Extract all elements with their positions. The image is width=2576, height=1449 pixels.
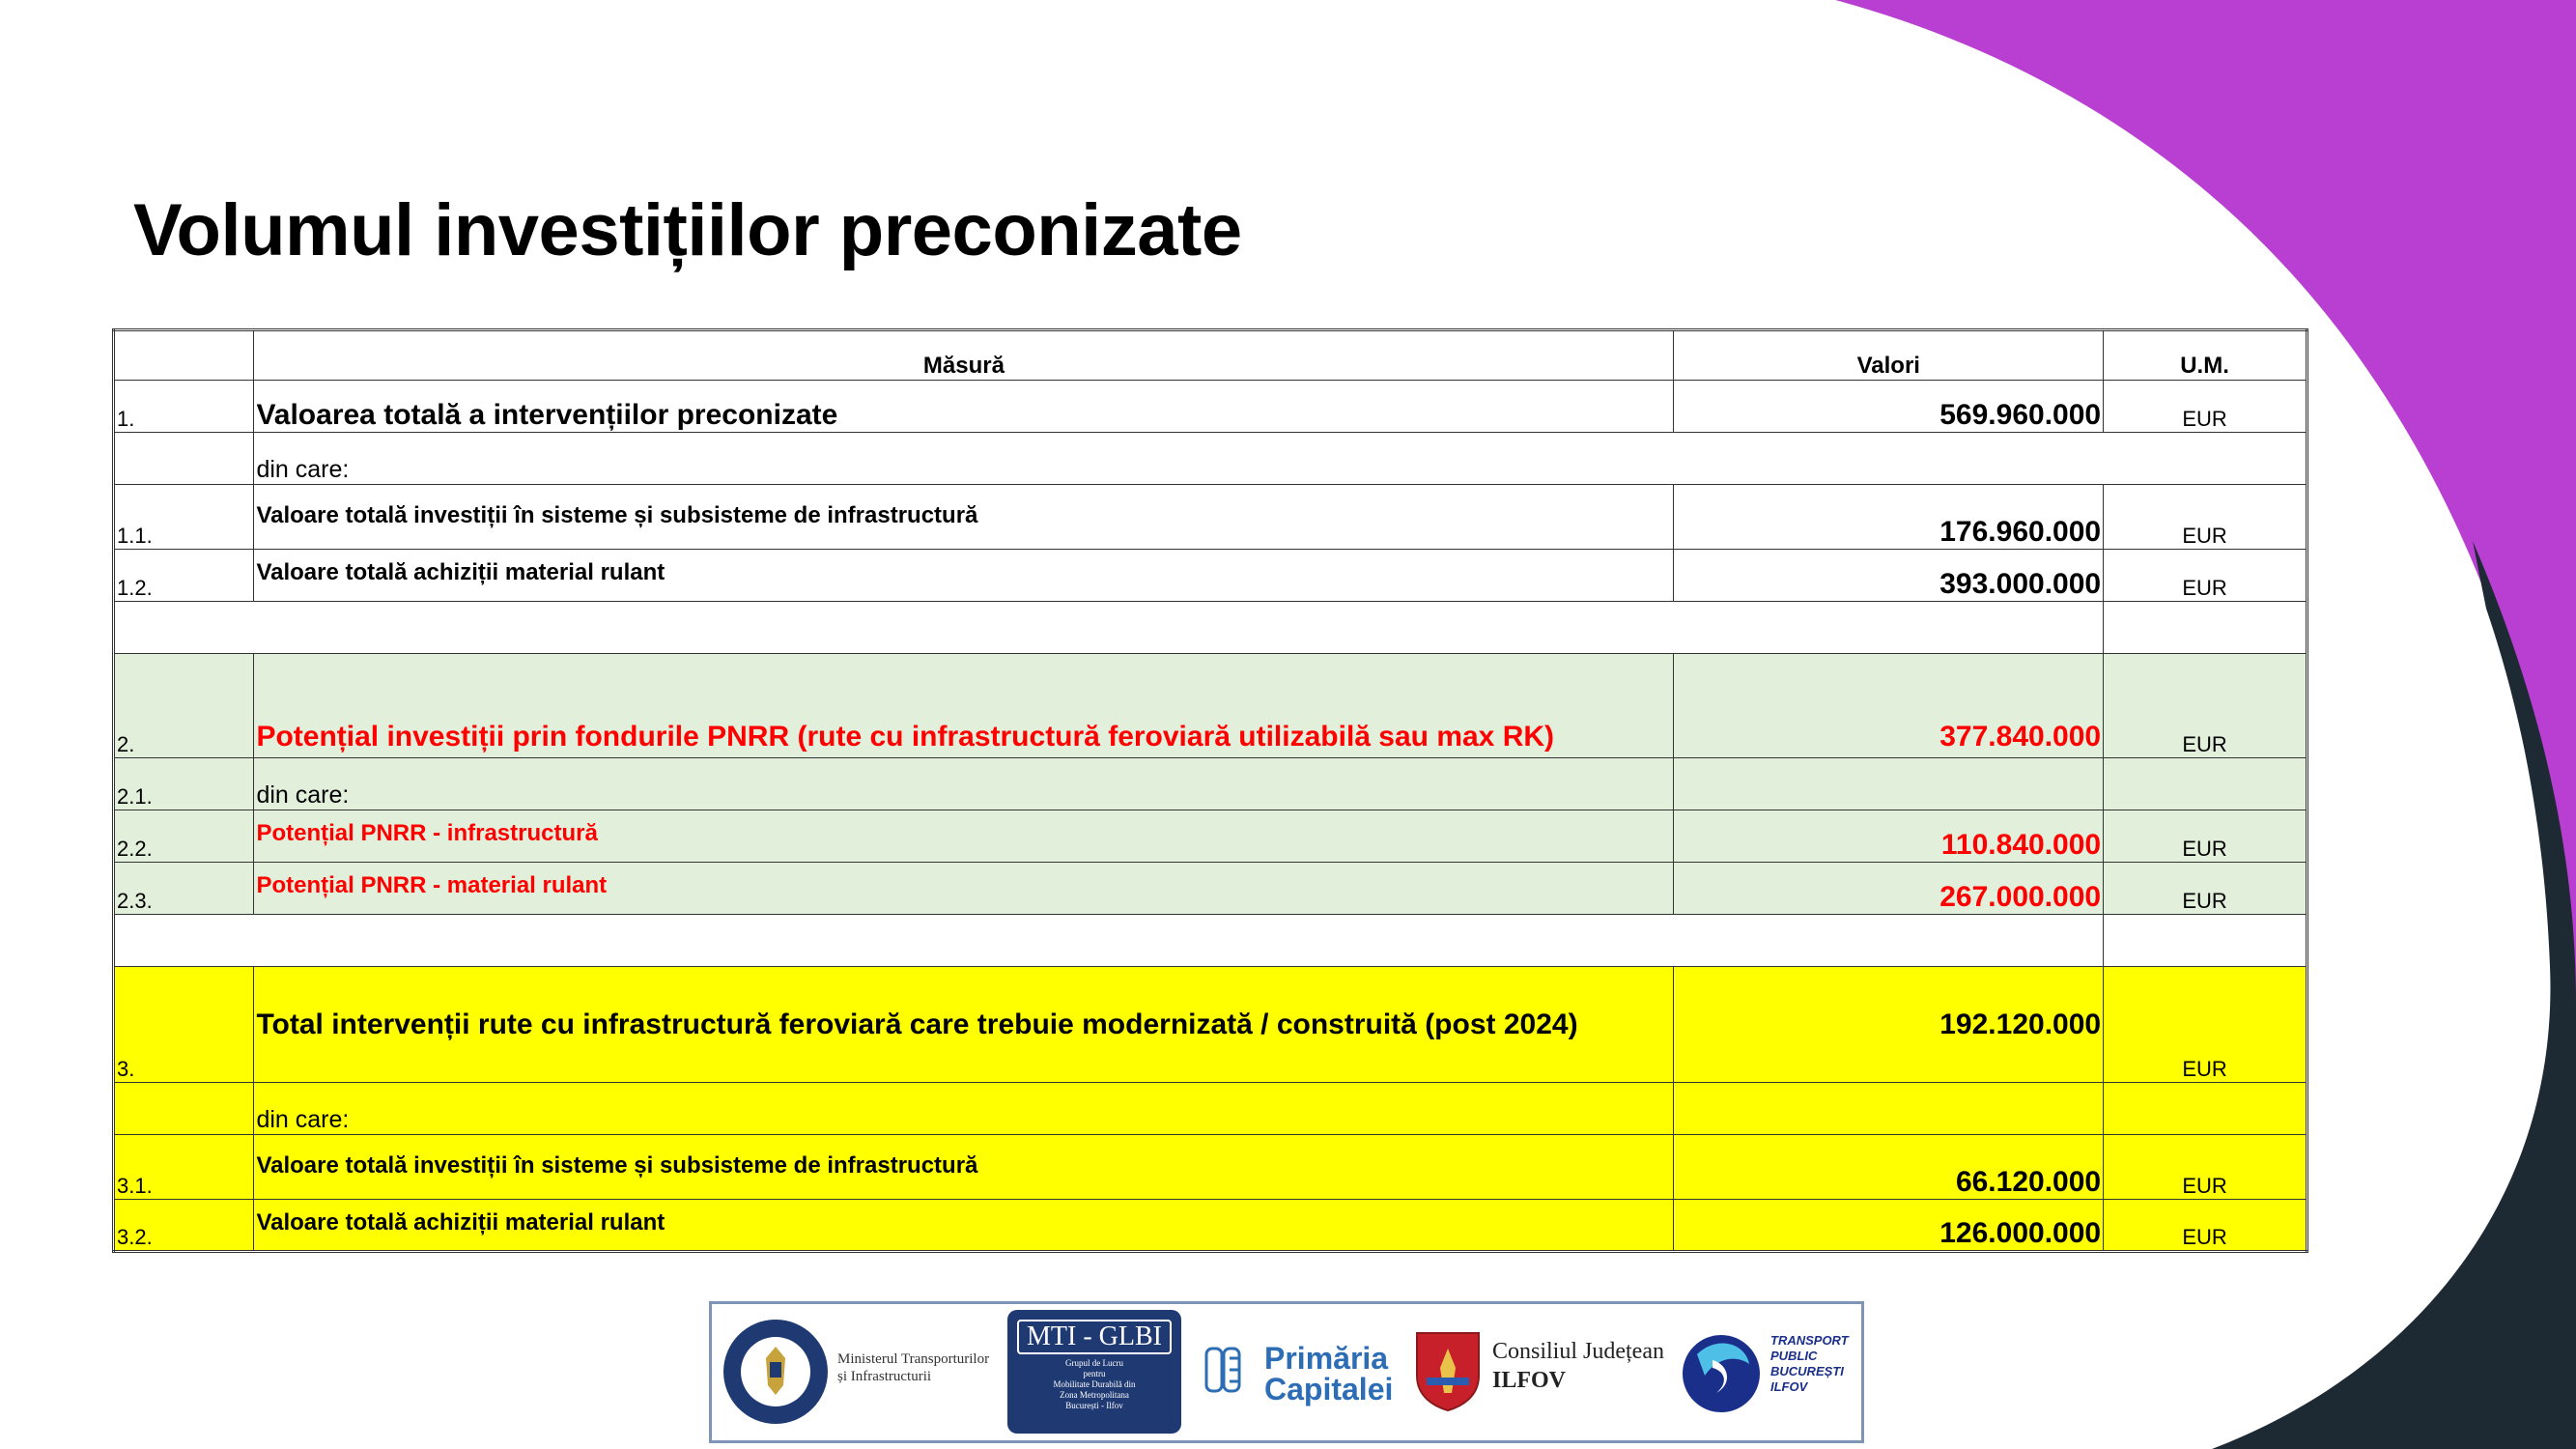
tpbi-logo-icon bbox=[1678, 1325, 1765, 1416]
row-label: din care: bbox=[254, 1083, 1674, 1135]
table-header-row bbox=[114, 330, 2307, 381]
table-spacer-row bbox=[114, 602, 2307, 654]
transport-public-name bbox=[1770, 1333, 1849, 1395]
partner-logo-bar bbox=[709, 1301, 1864, 1443]
row-num: 2.3. bbox=[114, 863, 254, 915]
table-row bbox=[114, 1135, 2307, 1200]
row-label: din care: bbox=[254, 433, 2307, 485]
row-unit: EUR bbox=[2104, 1200, 2307, 1252]
consiliu-line1: Consiliul Județean bbox=[1492, 1339, 1664, 1364]
row-num: 1.1. bbox=[114, 485, 254, 550]
row-value bbox=[1674, 1083, 2104, 1135]
table-row bbox=[114, 1200, 2307, 1252]
row-value: 110.840.000 bbox=[1674, 810, 2104, 863]
row-unit bbox=[2104, 1083, 2307, 1135]
glbi-line: Grupul de Lucru bbox=[1065, 1358, 1123, 1368]
row-unit bbox=[2104, 758, 2307, 810]
row-label: Valoare totală achiziții material rulant bbox=[254, 1200, 1674, 1252]
primaria-line1: Primăria bbox=[1264, 1341, 1389, 1376]
row-unit: EUR bbox=[2104, 1135, 2307, 1200]
spacer-cell bbox=[2104, 602, 2307, 654]
row-num: 2. bbox=[114, 654, 254, 758]
transport-line1: TRANSPORT bbox=[1770, 1333, 1849, 1348]
spacer-cell bbox=[114, 602, 2104, 654]
glbi-line: Zona Metropolitana bbox=[1060, 1390, 1129, 1400]
row-label: Valoarea totală a intervențiilor preconizate bbox=[254, 381, 1674, 433]
row-unit: EUR bbox=[2104, 967, 2307, 1083]
row-num: 3.1. bbox=[114, 1135, 254, 1200]
row-unit: EUR bbox=[2104, 654, 2307, 758]
table-row bbox=[114, 758, 2307, 810]
header-num bbox=[114, 330, 254, 381]
row-unit: EUR bbox=[2104, 550, 2307, 602]
glbi-line: București - Ilfov bbox=[1065, 1401, 1123, 1410]
row-num bbox=[114, 433, 254, 485]
table-row bbox=[114, 433, 2307, 485]
row-label: Potențial PNRR - material rulant bbox=[254, 863, 1674, 915]
mti-glbi-logo bbox=[1007, 1310, 1181, 1434]
row-num: 1.2. bbox=[114, 550, 254, 602]
primaria-line2: Capitalei bbox=[1264, 1372, 1394, 1406]
row-label: Valoare totală achiziții material rulant bbox=[254, 550, 1674, 602]
table-row bbox=[114, 485, 2307, 550]
table-row bbox=[114, 1083, 2307, 1135]
table-row bbox=[114, 967, 2307, 1083]
ministry-line1: Ministerul Transporturilor bbox=[837, 1351, 990, 1367]
ministry-line2: și Infrastructurii bbox=[837, 1369, 932, 1384]
primaria-emblem-icon bbox=[1203, 1341, 1255, 1399]
row-value: 192.120.000 bbox=[1674, 967, 2104, 1083]
row-label: Potențial investiții prin fondurile PNRR (rute cu infrastructură feroviară utilizabilă sau max RK) bbox=[254, 654, 1674, 758]
spacer-cell bbox=[114, 915, 2104, 967]
row-value: 393.000.000 bbox=[1674, 550, 2104, 602]
row-num: 1. bbox=[114, 381, 254, 433]
coat-of-arms-icon bbox=[722, 1318, 830, 1426]
row-num bbox=[114, 1083, 254, 1135]
page-title: Volumul investițiilor preconizate bbox=[133, 189, 1242, 271]
transport-line4: ILFOV bbox=[1770, 1379, 1808, 1394]
row-value: 66.120.000 bbox=[1674, 1135, 2104, 1200]
table-row bbox=[114, 654, 2307, 758]
row-num: 3. bbox=[114, 967, 254, 1083]
row-value: 267.000.000 bbox=[1674, 863, 2104, 915]
row-num: 2.1. bbox=[114, 758, 254, 810]
table-row bbox=[114, 550, 2307, 602]
row-value bbox=[1674, 758, 2104, 810]
header-unit: U.M. bbox=[2104, 330, 2307, 381]
table-row bbox=[114, 810, 2307, 863]
row-unit: EUR bbox=[2104, 485, 2307, 550]
consiliul-judetean-name bbox=[1492, 1337, 1664, 1395]
row-value: 126.000.000 bbox=[1674, 1200, 2104, 1252]
glbi-line: pentru bbox=[1083, 1369, 1106, 1378]
row-num: 2.2. bbox=[114, 810, 254, 863]
investment-table bbox=[112, 328, 2308, 1253]
header-value: Valori bbox=[1674, 330, 2104, 381]
row-label: din care: bbox=[254, 758, 1674, 810]
row-value: 176.960.000 bbox=[1674, 485, 2104, 550]
glbi-line: Mobilitate Durabilă din bbox=[1053, 1379, 1136, 1389]
row-value: 377.840.000 bbox=[1674, 654, 2104, 758]
primaria-capitalei-name bbox=[1264, 1343, 1393, 1405]
glbi-subtitle bbox=[1007, 1358, 1181, 1411]
row-unit: EUR bbox=[2104, 863, 2307, 915]
ilfov-coat-of-arms-icon bbox=[1413, 1329, 1483, 1412]
transport-line3: BUCUREȘTI bbox=[1770, 1364, 1844, 1378]
spacer-cell bbox=[2104, 915, 2307, 967]
row-label: Valoare totală investiții în sisteme și subsisteme de infrastructură bbox=[254, 485, 1674, 550]
consiliu-line2: ILFOV bbox=[1492, 1368, 1567, 1393]
row-label: Total intervenții rute cu infrastructură feroviară care trebuie modernizată / construită (post 2024) bbox=[254, 967, 1674, 1083]
row-value: 569.960.000 bbox=[1674, 381, 2104, 433]
table-spacer-row bbox=[114, 915, 2307, 967]
row-num: 3.2. bbox=[114, 1200, 254, 1252]
table-row bbox=[114, 381, 2307, 433]
glbi-title: MTI - GLBI bbox=[1017, 1320, 1172, 1354]
table-row bbox=[114, 863, 2307, 915]
transport-line2: PUBLIC bbox=[1770, 1349, 1818, 1363]
header-measure: Măsură bbox=[254, 330, 1674, 381]
ministry-name bbox=[837, 1350, 1002, 1385]
row-label: Valoare totală investiții în sisteme și subsisteme de infrastructură bbox=[254, 1135, 1674, 1200]
ministry-seal-logo bbox=[722, 1318, 830, 1426]
row-label: Potențial PNRR - infrastructură bbox=[254, 810, 1674, 863]
row-unit: EUR bbox=[2104, 381, 2307, 433]
row-unit: EUR bbox=[2104, 810, 2307, 863]
